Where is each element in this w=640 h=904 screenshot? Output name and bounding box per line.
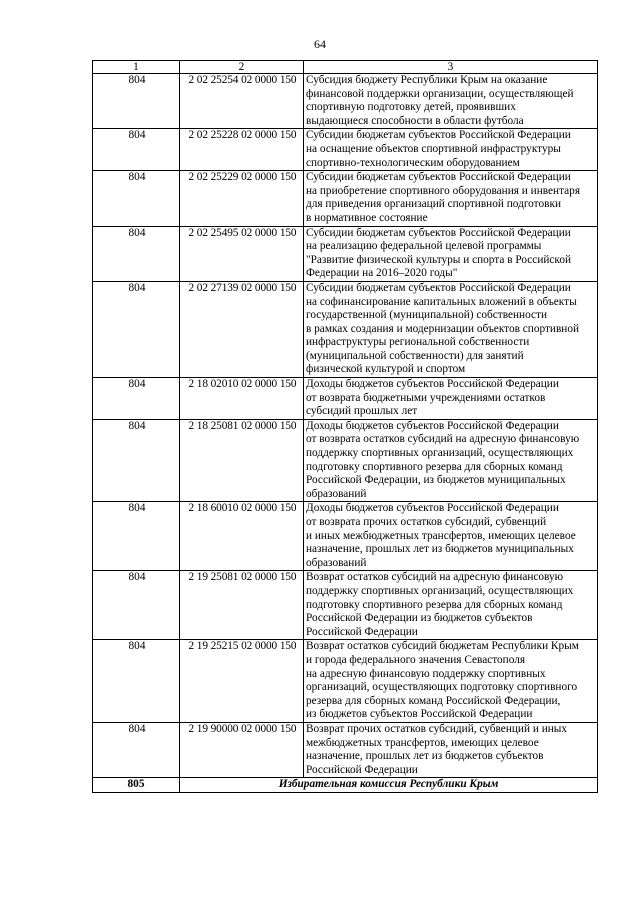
table-row <box>93 281 598 377</box>
revenue-code-cell: 2 02 27139 02 0000 150 <box>180 281 304 377</box>
description-line: "Развитие физической культуры и спорта в Российской <box>306 253 572 266</box>
revenue-code-cell: 2 19 25215 02 0000 150 <box>180 640 304 723</box>
revenue-description-cell <box>304 74 598 129</box>
description-line: и иных межбюджетных трансфертов, имеющих целевое <box>306 529 576 542</box>
description-line: Доходы бюджетов субъектов Российской Федерации <box>306 502 559 515</box>
description-line: Российской Федерации <box>306 763 418 776</box>
admin-code-cell: 804 <box>93 722 180 777</box>
admin-code-cell: 804 <box>93 226 180 281</box>
admin-code-cell: 804 <box>93 378 180 420</box>
admin-code-cell: 804 <box>93 129 180 171</box>
description-line: межбюджетных трансфертов, имеющих целевое <box>306 736 539 749</box>
description-line: и города федерального значения Севастополя <box>306 653 526 666</box>
description-line: для приведения организаций спортивной подготовки <box>306 198 561 211</box>
description-line: подготовку спортивного резерва для сборных команд <box>306 460 563 473</box>
description-line: Возврат остатков субсидий на адресную финансовую <box>306 571 564 584</box>
description-line: организаций, осуществляющих подготовку спортивного <box>306 681 578 694</box>
description-line: Федерации на 2016–2020 годы" <box>306 267 458 280</box>
section-admin-code: 805 <box>93 778 180 793</box>
revenue-description-cell <box>304 171 598 226</box>
column-header-1: 1 <box>93 61 180 74</box>
description-line: назначение, прошлых лет из бюджетов муниципальных <box>306 543 574 556</box>
revenue-description-cell <box>304 419 598 502</box>
description-line: на софинансирование капитальных вложений в объекты <box>306 295 577 308</box>
description-line: от возврата остатков субсидий на адресную финансовую <box>306 433 580 446</box>
description-line: на адресную финансовую поддержку спортивных <box>306 667 546 680</box>
revenue-code-cell: 2 18 25081 02 0000 150 <box>180 419 304 502</box>
description-line: Возврат прочих остатков субсидий, субвенций и иных <box>306 722 568 735</box>
revenue-code-cell: 2 19 90000 02 0000 150 <box>180 722 304 777</box>
description-line: поддержку спортивных организаций, осуществляющих <box>306 584 574 597</box>
description-line: от возврата бюджетными учреждениями остатков <box>306 391 546 404</box>
description-line: Субсидии бюджетам субъектов Российской Федерации <box>306 171 571 184</box>
revenue-description-cell <box>304 722 598 777</box>
table-body <box>93 74 598 778</box>
description-line: от возврата прочих остатков субсидий, субвенций <box>306 516 547 528</box>
description-line: Возврат остатков субсидий бюджетам Республики Крым <box>306 640 579 653</box>
admin-code-cell: 804 <box>93 74 180 129</box>
description-line: субсидий прошлых лет <box>306 405 418 418</box>
revenue-description-cell <box>304 571 598 640</box>
admin-code-cell: 804 <box>93 571 180 640</box>
description-line: образований <box>306 487 367 500</box>
column-header-2: 2 <box>180 61 304 74</box>
table-row <box>93 129 598 171</box>
description-line: Российской Федерации, из бюджетов муниципальных <box>306 474 566 487</box>
section-row <box>93 778 598 793</box>
description-line: Доходы бюджетов субъектов Российской Федерации <box>306 378 559 391</box>
table-row <box>93 640 598 723</box>
revenue-description-cell <box>304 226 598 281</box>
description-line: Российской Федерации из бюджетов субъектов <box>306 612 533 625</box>
table-row <box>93 74 598 129</box>
description-line: подготовку спортивного резерва для сборных команд <box>306 598 563 611</box>
description-line: в рамках создания и модернизации объектов спортивной <box>306 322 580 335</box>
revenue-code-cell: 2 19 25081 02 0000 150 <box>180 571 304 640</box>
revenue-description-cell <box>304 129 598 171</box>
admin-code-cell: 804 <box>93 419 180 502</box>
revenue-description-cell <box>304 640 598 723</box>
description-line: на приобретение спортивного оборудования и инвентаря <box>306 184 581 197</box>
revenue-description-cell <box>304 502 598 571</box>
description-line: Российской Федерации <box>306 625 418 638</box>
revenue-code-cell: 2 02 25495 02 0000 150 <box>180 226 304 281</box>
description-line: назначение, прошлых лет из бюджетов субъектов <box>306 750 544 763</box>
description-line: финансовой поддержки организации, осуществляющей <box>306 87 574 100</box>
description-line: (муниципальной собственности) для занятий <box>306 349 524 362</box>
admin-code-cell: 804 <box>93 502 180 571</box>
table-row <box>93 378 598 420</box>
description-line: Субсидии бюджетам субъектов Российской Федерации <box>306 226 571 239</box>
revenue-code-cell: 2 18 02010 02 0000 150 <box>180 378 304 420</box>
table-row <box>93 722 598 777</box>
description-line: Субсидии бюджетам субъектов Российской Федерации <box>306 129 571 142</box>
table-row <box>93 502 598 571</box>
description-line: спортивно-технологическим оборудованием <box>306 156 520 169</box>
column-number-row <box>93 61 598 74</box>
revenue-code-cell: 2 02 25254 02 0000 150 <box>180 74 304 129</box>
revenue-description-cell <box>304 281 598 377</box>
description-line: выдающиеся способности в области футбола <box>306 114 524 127</box>
description-line: в нормативное состояние <box>306 211 428 224</box>
description-line: инфраструктуры региональной собственности <box>306 336 530 349</box>
revenue-code-cell: 2 02 25229 02 0000 150 <box>180 171 304 226</box>
description-line: государственной (муниципальной) собственности <box>306 309 548 322</box>
revenue-code-cell: 2 02 25228 02 0000 150 <box>180 129 304 171</box>
revenue-code-cell: 2 18 60010 02 0000 150 <box>180 502 304 571</box>
description-line: на реализацию федеральной целевой программы <box>306 240 542 253</box>
revenue-description-cell <box>304 378 598 420</box>
description-line: Субсидии бюджетам субъектов Российской Федерации <box>306 281 571 294</box>
description-line: образований <box>306 556 367 569</box>
admin-code-cell: 804 <box>93 281 180 377</box>
table-row <box>93 571 598 640</box>
admin-code-cell: 804 <box>93 171 180 226</box>
description-line: поддержку спортивных организаций, осуществляющих <box>306 447 574 460</box>
description-line: Доходы бюджетов субъектов Российской Федерации <box>306 419 559 432</box>
table-row <box>93 226 598 281</box>
table-row <box>93 171 598 226</box>
page-number: 64 <box>314 37 326 51</box>
description-line: из бюджетов субъектов Российской Федерации <box>306 708 533 721</box>
description-line: резерва для сборных команд Российской Федерации, <box>306 694 561 707</box>
budget-classification-table <box>92 60 598 793</box>
description-line: на оснащение объектов спортивной инфраструктуры <box>306 142 561 155</box>
admin-code-cell: 804 <box>93 640 180 723</box>
table-row <box>93 419 598 502</box>
description-line: физической культурой и спортом <box>306 363 466 376</box>
section-title: Избирательная комиссия Республики Крым <box>180 778 598 793</box>
column-header-3: 3 <box>304 61 598 74</box>
description-line: Субсидия бюджету Республики Крым на оказание <box>306 74 548 86</box>
description-line: спортивную подготовку детей, проявивших <box>306 101 516 114</box>
